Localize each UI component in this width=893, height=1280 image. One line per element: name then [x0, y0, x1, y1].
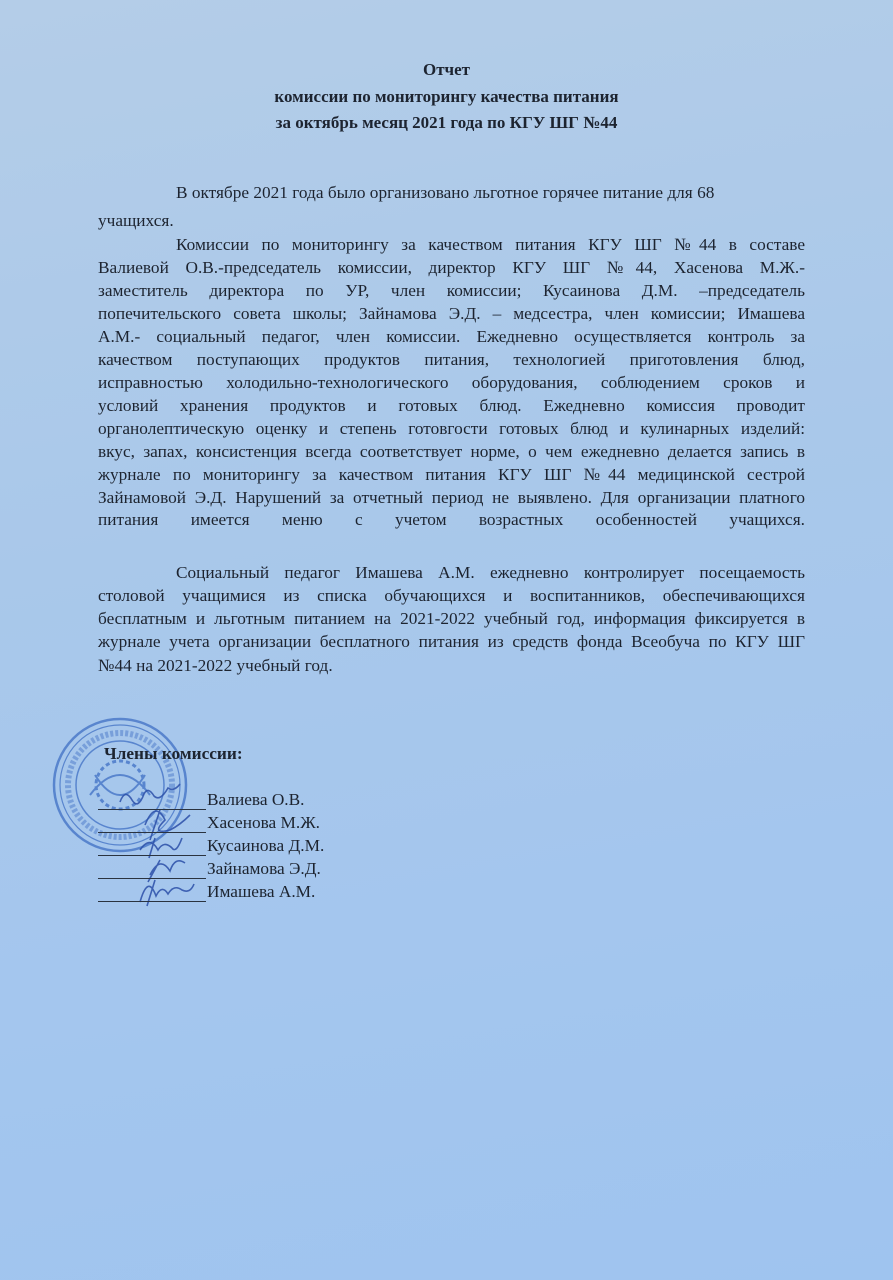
paragraph-2-line: органолептическую оценку и степень готовгости готовых блюд и кулинарных изделий:: [98, 419, 805, 438]
paragraph-3-line: журнале учета организации бесплатного питания из средств фонда Всеобуча по КГУ ШГ: [98, 632, 805, 651]
paragraph-2-line: условий хранения продуктов и готовых блюд. Ежедневно комиссия проводит: [98, 396, 805, 415]
signature-line: [98, 878, 206, 879]
signature-line: [98, 832, 206, 833]
member-name: Хасенова М.Ж.: [207, 813, 321, 832]
paragraph-3-line: столовой учащимися из списка обучающихся и воспитанников, обеспечивающихся: [98, 586, 805, 605]
member-name: Зайнамова Э.Д.: [207, 859, 321, 878]
paragraph-2-line: Комиссии по мониторингу за качеством питания КГУ ШГ №44 в составе: [176, 235, 805, 254]
paragraph-2-line: А.М.- социальный педагог, член комиссии. Ежедневно осуществляется контроль за: [98, 327, 805, 346]
paragraph-2-line: исправностью холодильно-технологического оборудования, соблюдением сроков и: [98, 373, 805, 392]
paragraph-2-line: журнале по мониторингу за качеством питания КГУ ШГ №44 медицинской сестрой: [98, 465, 805, 484]
paragraph-2-line: Валиевой О.В.-председатель комиссии, директор КГУ ШГ №44, Хасенова М.Ж.-: [98, 258, 805, 277]
paragraph-3-line: Социальный педагог Имашева А.М. ежедневно контролирует посещаемость: [176, 563, 805, 582]
paragraph-2-line: заместитель директора по УР, член комиссии; Кусаинова Д.М. –председатель: [98, 281, 805, 300]
member-name: Кусаинова Д.М.: [207, 836, 325, 855]
doc-subtitle: комиссии по мониторингу качества питания: [274, 87, 619, 106]
member-name: Валиева О.В.: [207, 790, 305, 809]
doc-subtitle-period: за октябрь месяц 2021 года по КГУ ШГ №44: [275, 113, 618, 132]
paragraph-3-line: №44 на 2021-2022 учебный год.: [98, 656, 333, 675]
handwritten-signatures-icon: [100, 780, 210, 910]
signature-line: [98, 901, 206, 902]
paragraph-1-line: учащихся.: [98, 211, 174, 230]
paragraph-2-line: качеством поступающих продуктов питания, технологией приготовления блюд,: [98, 350, 805, 369]
paragraph-2-line: попечительского совета школы; Зайнамова Э.Д. – медсестра, член комиссии; Имашева: [98, 304, 805, 323]
paragraph-2-line: питания имеется меню с учетом возрастных особенностей учащихся.: [98, 510, 805, 529]
signature-line: [98, 855, 206, 856]
paragraph-1-line: В октябре 2021 года было организовано льготное горячее питание для 68: [176, 183, 715, 202]
signatures-heading: Члены комиссии:: [104, 744, 243, 763]
signature-line: [98, 809, 206, 810]
paragraph-3-line: бесплатным и льготным питанием на 2021-2022 учебный год, информация фиксируется в: [98, 609, 805, 628]
paragraph-2-line: вкус, запах, консистенция всегда соответствует норме, о чем ежедневно делается запись в: [98, 442, 805, 461]
doc-title: Отчет: [422, 60, 471, 79]
member-name: Имашева А.М.: [207, 882, 316, 901]
paragraph-2-line: Зайнамовой Э.Д. Нарушений за отчетный период не выявлено. Для организации платного: [98, 488, 805, 507]
